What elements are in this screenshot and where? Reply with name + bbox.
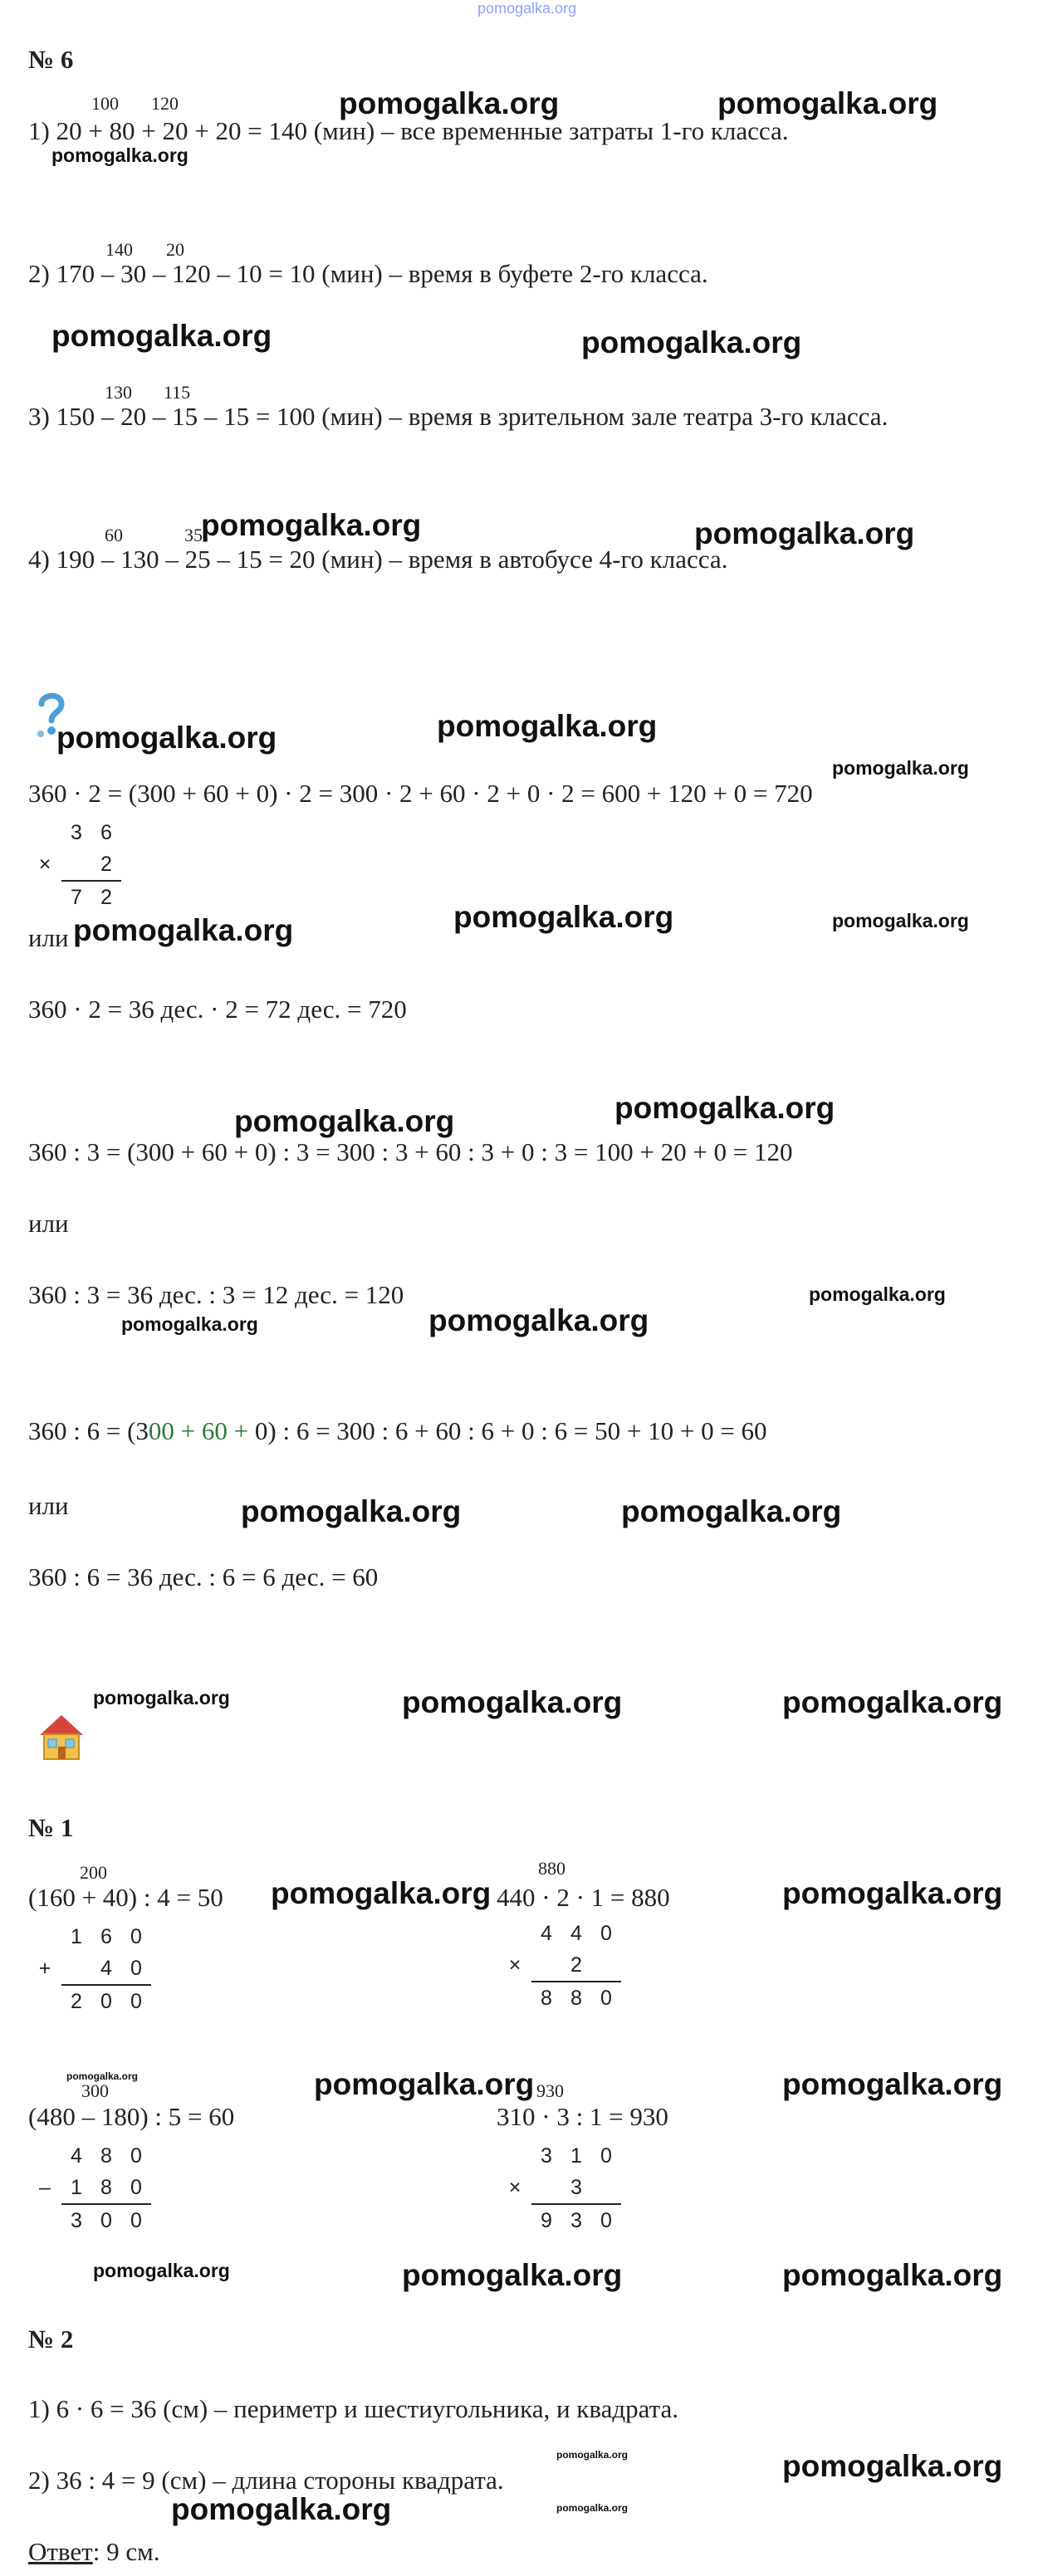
sup-120: 120 [151,93,179,114]
sup-60: 60 [105,525,123,545]
eq-2: 440 · 2 · 1 = 880 [497,1883,670,1912]
task-6-line-1: 1) 20 + 80 + 20 + 20 = 140 (мин) – все временные затраты 1-го класса. [28,116,789,145]
watermark: pomogalka.org [556,2449,629,2461]
watermark: pomogalka.org [93,1687,230,1708]
watermark: pomogalka.org [782,2449,1003,2483]
watermark: pomogalka.org [66,2070,139,2082]
or-label-1: или [28,923,69,952]
div-tens-6: 360 : 6 = 36 дес. : 6 = 6 дес. = 60 [28,1562,379,1591]
watermark: pomogalka.org [73,913,294,947]
watermark: pomogalka.org [201,508,422,542]
sup-115: 115 [164,382,191,403]
mult-expanded: 360 · 2 = (300 + 60 + 0) · 2 = 300 · 2 + 60 · 2 + 0 · 2 = 600 + 120 + 0 = 720 [28,779,813,808]
sup-200: 200 [80,1862,107,1883]
task-1-title: № 1 [28,1813,74,1842]
watermark: pomogalka.org [782,2067,1003,2101]
sup-300: 300 [81,2080,109,2101]
watermark: pomogalka.org [121,1313,258,1335]
column-add-160-40: 1 6 0 + 4 0 2 0 0 [28,1921,151,2017]
watermark: pomogalka.org [782,2258,1003,2292]
answer-value: : 9 см. [92,2537,160,2566]
watermark: pomogalka.org [402,2258,623,2292]
watermark: pomogalka.org [581,325,802,359]
task-2-line-2: 2) 36 : 4 = 9 (см) – длина стороны квадрата. [28,2466,504,2495]
eq-3: (480 – 180) : 5 = 60 [28,2102,235,2131]
watermark: pomogalka.org [694,516,915,550]
watermark: pomogalka.org [717,86,938,120]
watermark: pomogalka.org [782,1685,1003,1719]
column-mult-310x3: 3 1 0 × 3 9 3 0 [498,2140,621,2236]
column-sub-480-180: 4 8 0 – 1 8 0 3 0 0 [28,2140,151,2236]
watermark: pomogalka.org [621,1494,842,1528]
watermark: pomogalka.org [453,900,674,934]
watermark: pomogalka.org [51,319,272,353]
watermark: pomogalka.org [809,1283,946,1305]
div-tens-3: 360 : 3 = 36 дес. : 3 = 12 дес. = 120 [28,1280,404,1309]
div-expanded-3: 360 : 3 = (300 + 60 + 0) : 3 = 300 : 3 + 60 : 3 + 0 : 3 = 100 + 20 + 0 = 120 [28,1137,793,1166]
watermark: pomogalka.org [314,2067,535,2101]
watermark: pomogalka.org [56,721,277,755]
task-6-line-3: 3) 150 – 20 – 15 – 15 = 100 (мин) – время в зрительном зале театра 3-го класса. [28,402,889,431]
watermark: pomogalka.org [271,1876,492,1910]
sup-880: 880 [538,1858,566,1879]
answer-label: Ответ [28,2537,93,2566]
watermark: pomogalka.org [339,86,560,120]
div-expanded-6: 360 : 6 = (300 + 60 + 0) : 6 = 300 : 6 + 60 : 6 + 0 : 6 = 50 + 10 + 0 = 60 [28,1416,767,1445]
mult-tens: 360 · 2 = 36 дес. · 2 = 72 дес. = 720 [28,995,407,1024]
watermark: pomogalka.org [428,1303,649,1337]
column-mult-36x2: 3 6 × 2 7 2 [28,817,121,913]
watermark: pomogalka.org [615,1091,835,1125]
watermark: pomogalka.org [241,1494,462,1528]
watermark: pomogalka.org [782,1876,1003,1910]
sup-35: 35 [184,525,203,545]
site-watermark-top: pomogalka.org [477,0,577,17]
task-6-line-4: 4) 190 – 130 – 25 – 15 = 20 (мин) – время в автобусе 4-го класса. [28,545,728,574]
sup-20: 20 [166,239,184,260]
watermark: pomogalka.org [832,910,969,931]
column-mult-440x2: 4 4 0 × 2 8 8 0 [498,1918,621,2014]
watermark: pomogalka.org [437,709,658,743]
or-label-3: или [28,1491,69,1520]
sup-130: 130 [105,382,132,403]
sup-930: 930 [536,2080,564,2101]
eq-4: 310 · 3 : 1 = 930 [497,2102,668,2131]
task-6-line-2: 2) 170 – 30 – 120 – 10 = 10 (мин) – время в буфете 2-го класса. [28,259,708,288]
watermark: pomogalka.org [234,1104,455,1138]
task-6-title: № 6 [28,45,74,74]
house-icon [37,1712,86,1767]
watermark: pomogalka.org [402,1685,623,1719]
answer [28,2537,159,2567]
or-label-2: или [28,1209,69,1238]
eq-1: (160 + 40) : 4 = 50 [28,1883,223,1912]
sup-100: 100 [91,93,119,114]
watermark: pomogalka.org [832,757,969,779]
sup-140: 140 [105,239,133,260]
watermark: pomogalka.org [556,2502,629,2514]
watermark: pomogalka.org [51,144,189,166]
task-2-title: № 2 [28,2324,74,2354]
task-2-line-1: 1) 6 · 6 = 36 (см) – периметр и шестиугольника, и квадрата. [28,2394,679,2423]
watermark: pomogalka.org [171,2492,392,2526]
watermark: pomogalka.org [93,2260,230,2281]
